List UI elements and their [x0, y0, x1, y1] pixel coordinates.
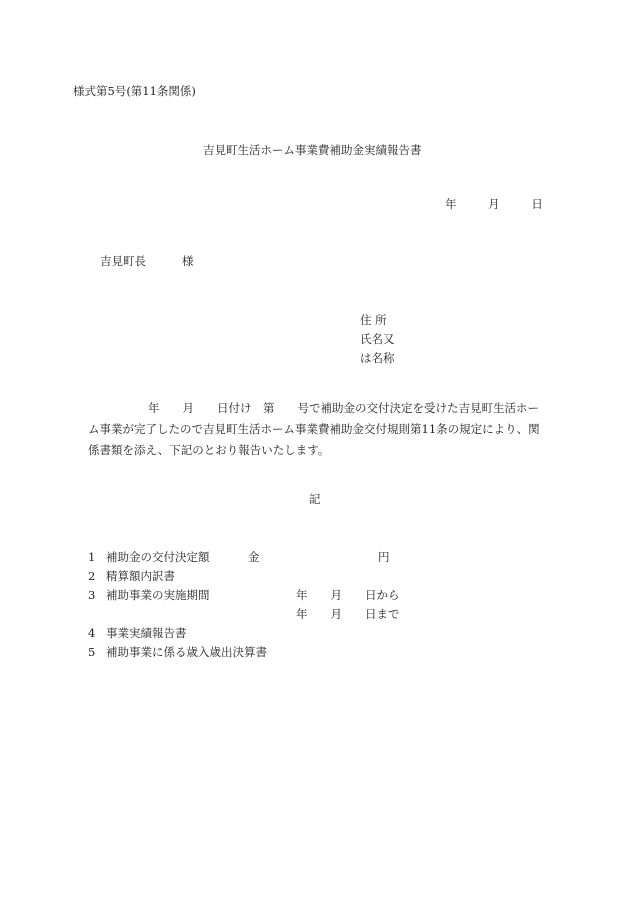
item-label: 補助事業に係る歳入歳出決算書 — [106, 645, 267, 659]
item-number: 5 — [88, 645, 96, 659]
addressee-honorific: 様 — [182, 254, 194, 268]
addressee — [100, 256, 194, 268]
date-year-label: 年 — [445, 197, 457, 211]
period-to: 年 月 日まで — [296, 607, 400, 621]
date-day-label: 日 — [531, 197, 543, 211]
item-label: 補助事業の実施期間 — [106, 588, 210, 602]
name-label-line2: は名称 — [360, 351, 395, 365]
body-paragraph — [88, 398, 554, 461]
body-line-2: ム事業が完了したので吉見町生活ホーム事業費補助金交付規則第11条の規定により、関 — [88, 422, 540, 436]
period-from: 年 月 日から — [296, 588, 400, 602]
item-number: 2 — [88, 569, 96, 583]
item-number: 1 — [88, 550, 96, 564]
yen-label: 円 — [378, 550, 390, 564]
addressee-name: 吉見町長 — [100, 254, 146, 268]
applicant-block — [360, 311, 395, 368]
item-number: 4 — [88, 626, 96, 640]
item-label: 精算額内訳書 — [106, 569, 175, 583]
address-label: 住 所 — [360, 313, 387, 327]
kin-label: 金 — [248, 550, 260, 564]
form-number: 様式第5号(第11条関係) — [73, 84, 196, 98]
date-month-label: 月 — [488, 197, 500, 211]
body-line-1: 年 月 日付け 第 号で補助金の交付決定を受けた吉見町生活ホー — [148, 401, 539, 415]
ki-heading: 記 — [309, 492, 321, 506]
item-label: 補助金の交付決定額 — [106, 550, 210, 564]
item-label: 事業実績報告書 — [106, 626, 187, 640]
document-title: 吉見町生活ホーム事業費補助金実績報告書 — [203, 143, 422, 157]
item-number: 3 — [88, 588, 96, 602]
body-line-3: 係書類を添え、下記のとおり報告いたします。 — [88, 443, 330, 457]
name-label-line1: 氏名又 — [360, 332, 395, 346]
date-line — [445, 199, 543, 211]
